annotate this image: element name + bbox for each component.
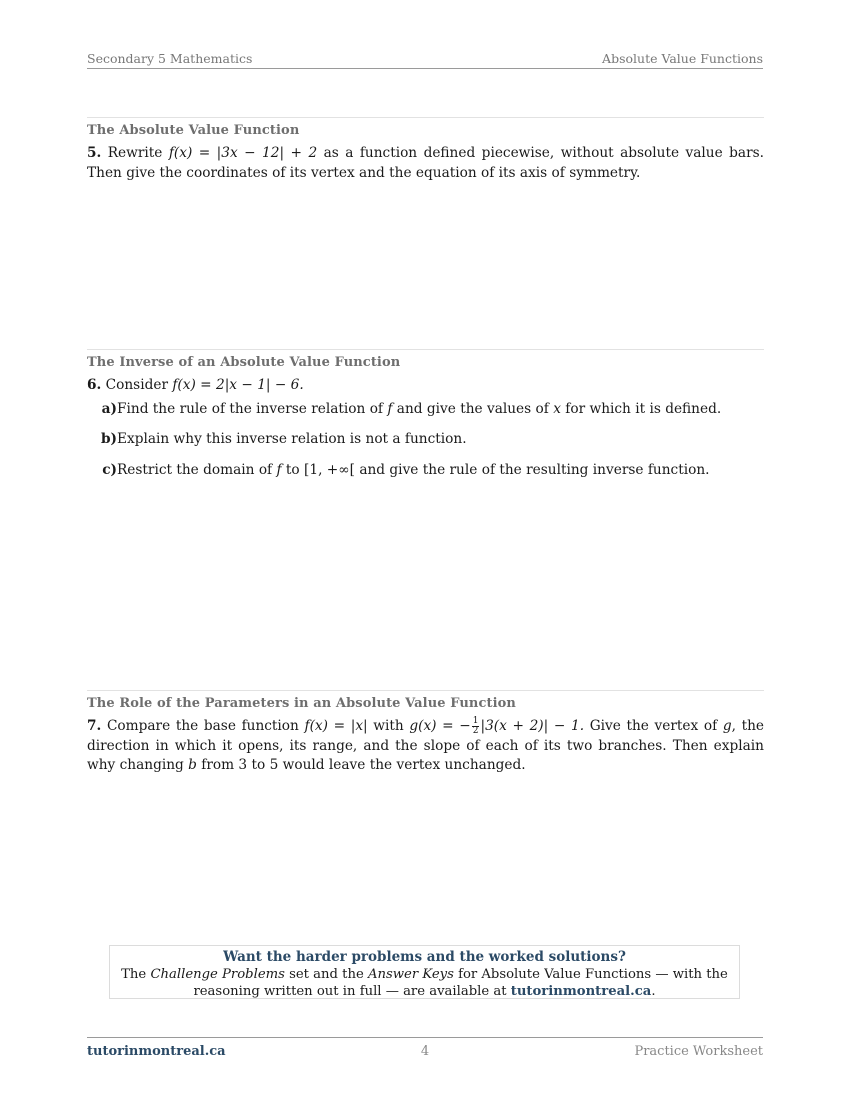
- part-text: [117, 461, 709, 480]
- problem-number: 7.: [87, 718, 102, 734]
- problem-math: b: [188, 757, 197, 773]
- problem-text: Consider: [105, 377, 173, 393]
- problem-text: Compare the base function: [106, 718, 305, 734]
- fraction-numerator: 1: [472, 716, 479, 726]
- problem-math: g(x) = −: [409, 718, 471, 734]
- section-title: The Inverse of an Absolute Value Function: [87, 355, 401, 370]
- part-math: f: [387, 400, 393, 417]
- part-label: c): [102, 461, 117, 478]
- part-c: [87, 461, 764, 480]
- problem-text: from 3 to 5 would leave the vertex unchanged.: [196, 757, 526, 773]
- fraction-one-half: [472, 717, 480, 736]
- part-text-segment: and give the rule of the resulting inverse function.: [354, 461, 710, 478]
- part-math: x: [553, 400, 561, 417]
- section-divider: [87, 349, 764, 350]
- page-header: [87, 50, 763, 69]
- section-inverse-function: [87, 349, 764, 491]
- part-text: [117, 430, 467, 449]
- section-title: The Role of the Parameters in an Absolute Value Function: [87, 696, 516, 711]
- promo-heading: Want the harder problems and the worked solutions?: [223, 949, 626, 965]
- problem-number: 5.: [87, 145, 102, 161]
- part-text: [117, 400, 721, 419]
- problem-5: [87, 144, 764, 183]
- promo-text: for Absolute Value Functions — with the reasoning written out in full — are available at: [193, 967, 728, 999]
- promo-emphasis: Challenge Problems: [150, 967, 285, 982]
- part-text-segment: Find the rule of the inverse relation of: [117, 400, 388, 417]
- promo-emphasis: Answer Keys: [367, 967, 454, 982]
- promo-text: The: [121, 967, 151, 982]
- fraction-denominator: 2: [472, 726, 479, 736]
- problem-math: f(x) = |3x − 12| + 2: [168, 145, 318, 161]
- problem-7: [87, 717, 764, 776]
- part-math: f: [276, 461, 282, 478]
- part-text-segment: to: [281, 461, 305, 478]
- promo-text: .: [651, 984, 656, 999]
- section-divider: [87, 117, 764, 118]
- problem-text: , the direction in which it opens, its range, and the slope of each of its two branches. Then explain why changing: [87, 718, 764, 773]
- promo-text: set and the: [284, 967, 368, 982]
- problem-text: with: [367, 718, 410, 734]
- part-label: b): [100, 431, 117, 447]
- problem-6: [87, 376, 764, 396]
- part-a: [87, 400, 764, 419]
- problem-math: |3(x + 2)| − 1.: [480, 718, 585, 734]
- part-text-segment: and give the values of: [392, 400, 554, 417]
- problem-text: as a function defined piecewise, without absolute value bars. Then give the coordinates of its vertex and the equation of its axis of symmetry.: [87, 145, 764, 181]
- promo-body: [110, 966, 739, 1000]
- footer-site-link[interactable]: tutorinmontreal.ca: [87, 1044, 226, 1059]
- problem-math: g: [722, 718, 732, 734]
- problem-text: Give the vertex of: [584, 718, 723, 734]
- promo-box: [109, 945, 740, 999]
- section-divider: [87, 690, 764, 691]
- part-b: [87, 430, 764, 449]
- problem-math: f(x) = |x|: [304, 718, 368, 734]
- header-course-title: Secondary 5 Mathematics: [87, 51, 253, 66]
- part-math: [1, +∞[: [304, 461, 355, 478]
- problem-math: f(x) = 2|x − 1| − 6.: [172, 377, 304, 393]
- section-title: The Absolute Value Function: [87, 123, 300, 138]
- section-role-of-parameters: [87, 690, 764, 776]
- promo-link[interactable]: tutorinmontreal.ca: [510, 984, 652, 999]
- part-label: a): [101, 400, 117, 417]
- problem-text: Rewrite: [107, 145, 169, 161]
- page-footer: [87, 1037, 763, 1062]
- part-text-segment: Restrict the domain of: [117, 461, 277, 478]
- part-text-segment: for which it is defined.: [560, 400, 722, 417]
- page-number: 4: [420, 1044, 430, 1059]
- section-absolute-value-function: [87, 117, 764, 183]
- footer-doc-type: Practice Worksheet: [634, 1044, 763, 1059]
- problem-6-parts: [87, 400, 764, 480]
- problem-number: 6.: [87, 377, 102, 393]
- part-text-segment: Explain why this inverse relation is not a function.: [117, 431, 467, 447]
- header-chapter-title: Absolute Value Functions: [602, 51, 763, 66]
